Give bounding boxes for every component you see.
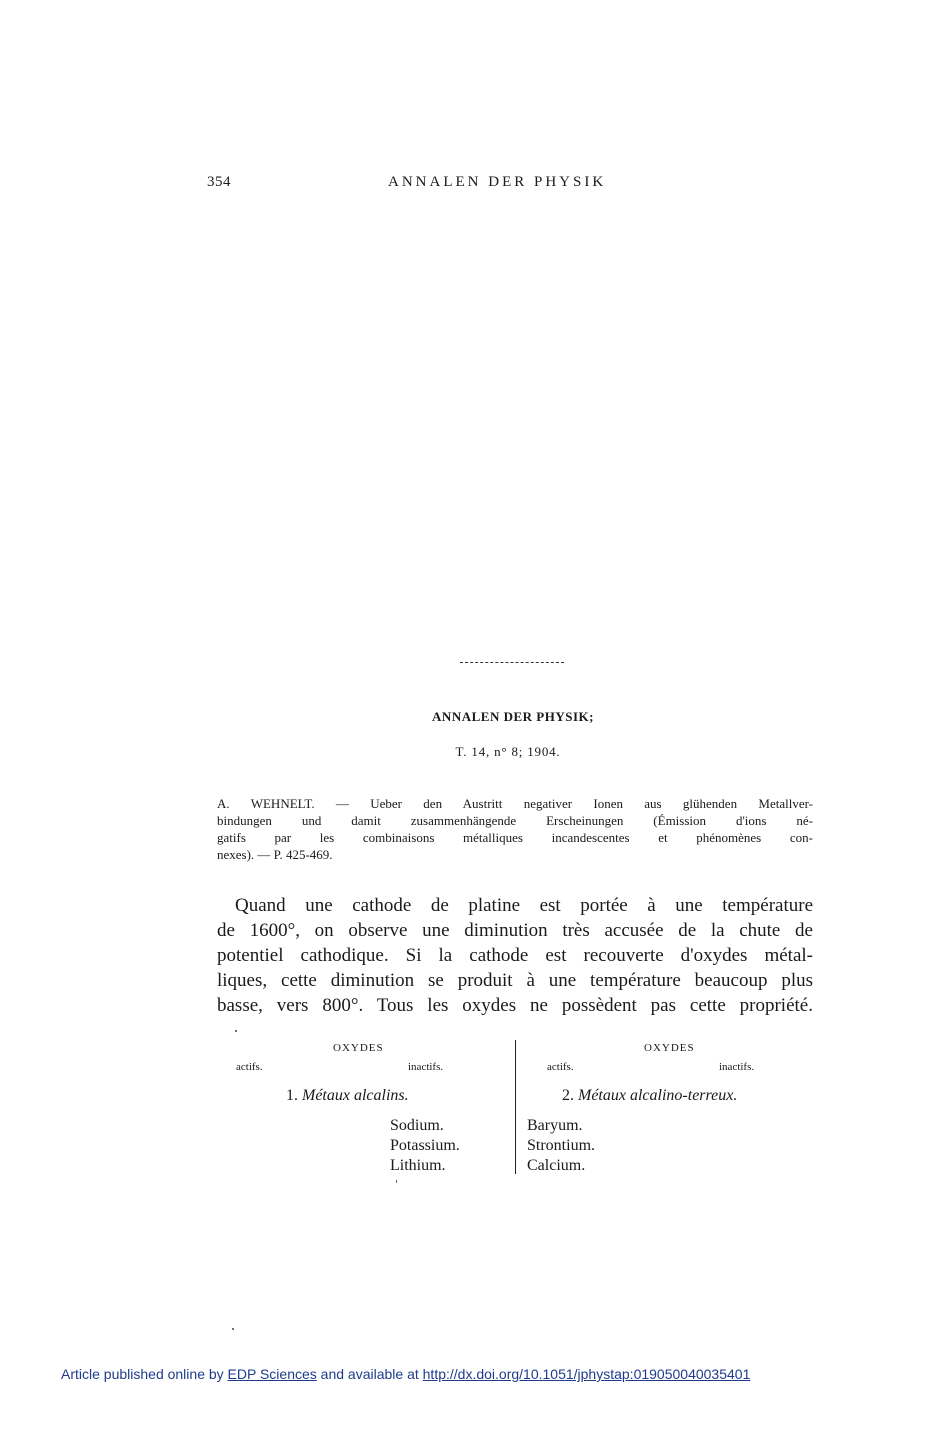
page-number: 354	[207, 174, 231, 190]
table-left-heading: OXYDES	[333, 1042, 384, 1054]
list-item: Strontium.	[527, 1137, 596, 1154]
journal-title: ANNALEN DER PHYSIK;	[432, 709, 594, 724]
table-left-actifs-label: actifs.	[236, 1061, 263, 1073]
table-right-heading: OXYDES	[644, 1042, 695, 1054]
print-speck	[232, 1328, 234, 1330]
section-separator	[460, 662, 564, 663]
abstract-reference	[217, 795, 813, 863]
abstract-line: A. WEHNELT. — Ueber den Austritt negativer Ionen aus glühenden Metallver-	[217, 796, 813, 811]
category-number: 2.	[562, 1087, 574, 1104]
footer-middle: and available at	[320, 1366, 419, 1382]
journal-issue: T. 14, n° 8; 1904.	[455, 744, 561, 759]
footer-prefix: Article published online by	[61, 1366, 224, 1382]
table-right-list	[527, 1116, 595, 1176]
body-paragraph	[217, 893, 813, 1018]
list-item: Lithium.	[390, 1157, 446, 1174]
abstract-line: nexes). — P. 425-469.	[217, 847, 333, 862]
table-divider	[515, 1040, 516, 1174]
table-left-list	[390, 1116, 460, 1176]
body-line: liques, cette diminution se produit à une température beaucoup plus	[217, 970, 813, 991]
publisher-link[interactable]: EDP Sciences	[227, 1366, 317, 1382]
body-line: basse, vers 800°. Tous les oxydes ne possèdent pas cette propriété.	[217, 995, 813, 1016]
body-line: Quand une cathode de platine est portée à une température	[235, 895, 813, 916]
table-right-inactifs-label: inactifs.	[719, 1061, 755, 1073]
list-item: Potassium.	[390, 1137, 460, 1154]
list-item: Sodium.	[390, 1117, 444, 1134]
category-name: Métaux alcalins.	[302, 1087, 409, 1104]
print-speck	[235, 1030, 237, 1032]
running-title: ANNALEN DER PHYSIK	[388, 174, 607, 190]
table-right-actifs-label: actifs.	[547, 1061, 574, 1073]
abstract-line: bindungen und damit zusammenhängende Erscheinungen (Émission d'ions né-	[217, 813, 813, 828]
body-line: de 1600°, on observe une diminution très accusée de la chute de	[217, 920, 813, 941]
table-left-category	[286, 1087, 409, 1105]
category-number: 1.	[286, 1087, 298, 1104]
publication-footer	[61, 1366, 750, 1382]
table-right-category	[562, 1087, 737, 1105]
print-speck	[396, 1180, 397, 1183]
category-name: Métaux alcalino-terreux.	[578, 1087, 738, 1104]
abstract-line: gatifs par les combinaisons métalliques incandescentes et phénomènes con-	[217, 830, 813, 845]
list-item: Baryum.	[527, 1117, 583, 1134]
body-line: potentiel cathodique. Si la cathode est recouverte d'oxydes métal-	[217, 945, 813, 966]
doi-link[interactable]: http://dx.doi.org/10.1051/jphystap:019050040035401	[422, 1366, 751, 1382]
table-left-inactifs-label: inactifs.	[408, 1061, 444, 1073]
list-item: Calcium.	[527, 1157, 586, 1174]
